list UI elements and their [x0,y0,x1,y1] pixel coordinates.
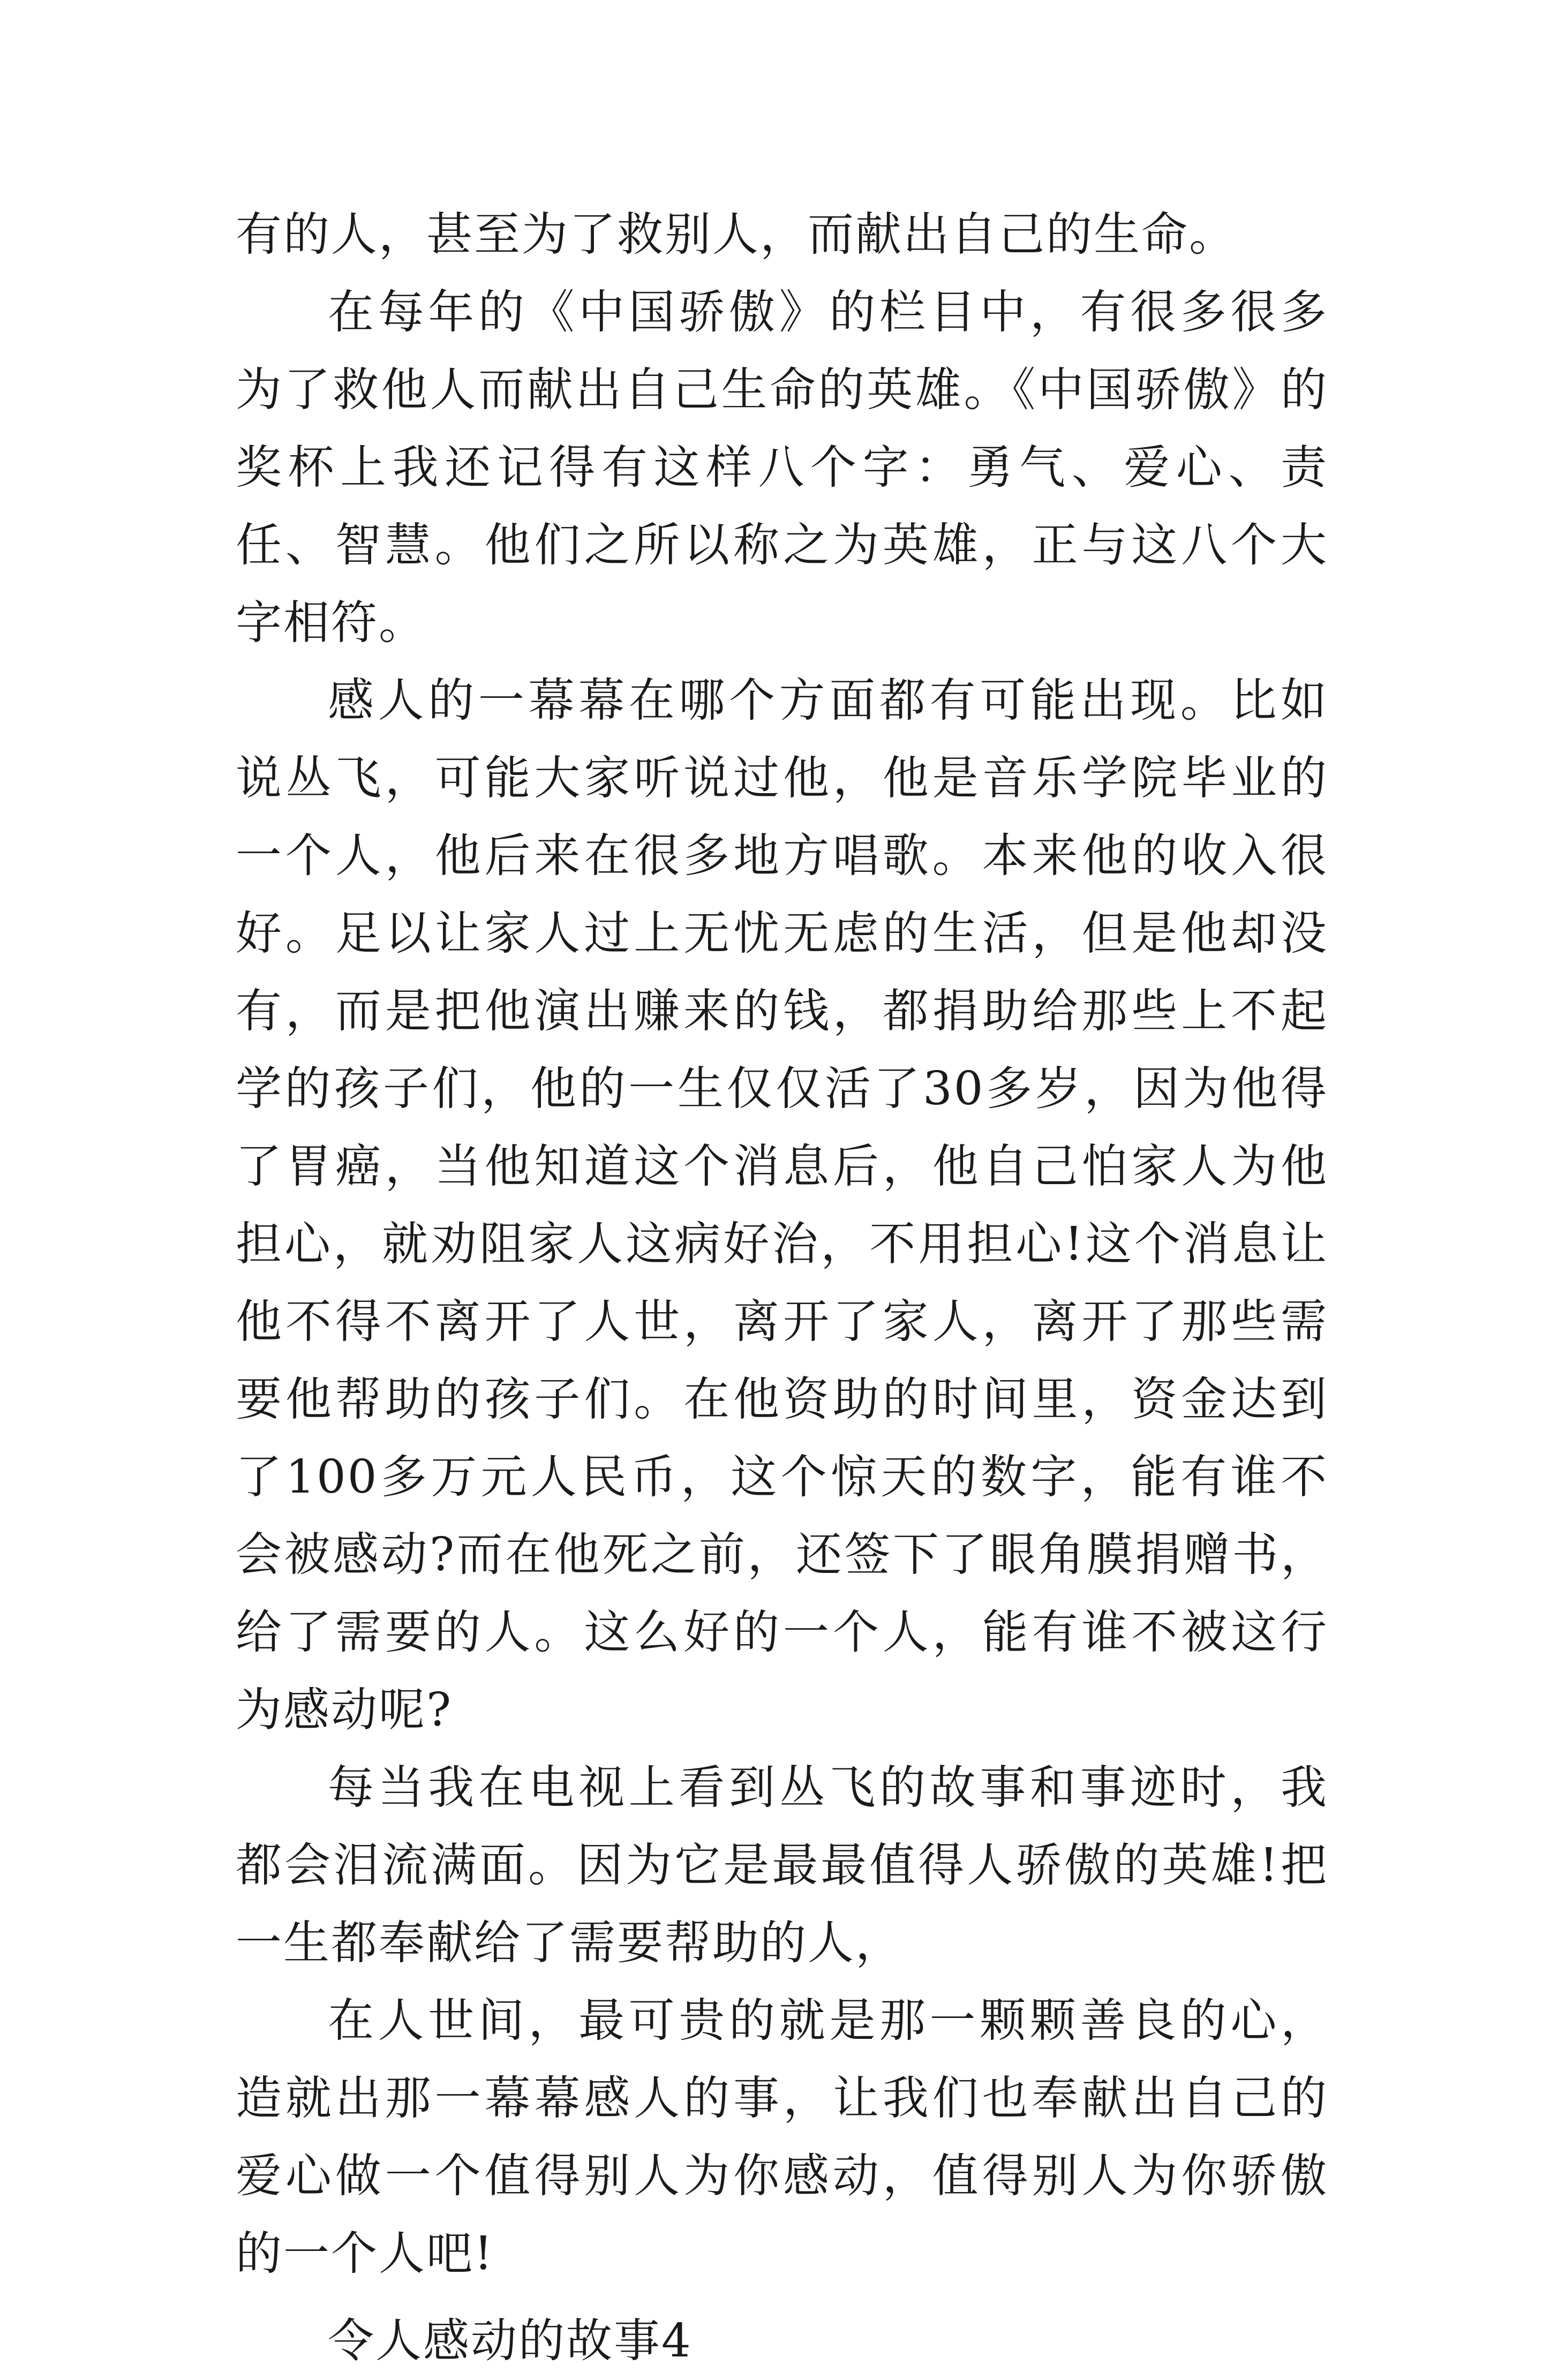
section-heading: 令人感动的故事4 [328,2314,693,2368]
paragraph-china-pride: 在每年的《中国骄傲》的栏目中，有很多很多为了救他人而献出自己生命的英雄。《中国骄傲》的奖杯上我还记得有这样八个字：勇气、爱心、责任、智慧。他们之所以称之为英雄，正与这八个大字相符。 [236,285,1328,650]
paragraph-continuation: 有的人，甚至为了救别人，而献出自己的生命。 [236,208,1237,261]
paragraph-congfei-story: 感人的一幕幕在哪个方面都有可能出现。比如说丛飞，可能大家听说过他，他是音乐学院毕业的一个人，他后来在很多地方唱歌。本来他的收入很好。足以让家人过上无忧无虑的生活，但是他却没有，而是把他演出赚来的钱，都捐助给那些上不起学的孩子们，他的一生仅仅活了30多岁，因为他得了胃癌，当他知道这个消息后，他自己怕家人为他担心，就劝阻家人这病好治，不用担心!这个消息让他不得不离开了人世，离开了家人，离开了那些需要他帮助的孩子们。在他资助的时间里，资金达到了100多万元人民币，这个惊天的数字，能有谁不会被感动?而在他死之前，还签下了眼角膜捐赠书，给了需要的人。这么好的一个人，能有谁不被这行为感动呢? [236,674,1328,1737]
paragraph-tv-tears: 每当我在电视上看到丛飞的故事和事迹时，我都会泪流满面。因为它是最最值得人骄傲的英雄!把一生都奉献给了需要帮助的人， [236,1761,1328,1970]
document-body [236,196,1328,2380]
paragraph-kind-heart: 在人世间，最可贵的就是那一颗颗善良的心，造就出那一幕幕感人的事，让我们也奉献出自己的爱心做一个值得别人为你感动，值得别人为你骄傲的一个人吧! [236,1994,1328,2280]
